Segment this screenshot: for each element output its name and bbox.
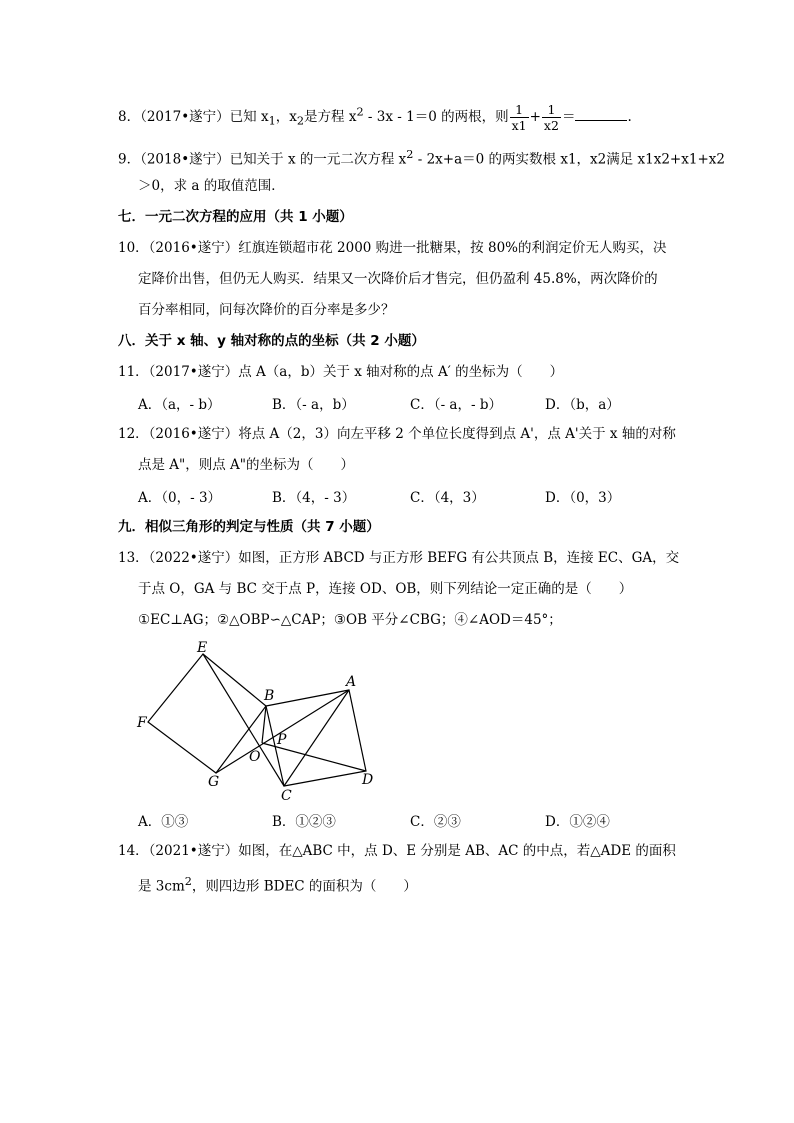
question-11-line1: 11．（2017•遂宁）点 A（a，b）关于 x 轴对称的点 A′ 的坐标为（ ） — [118, 364, 564, 380]
question-9-line2: ＞0，求 a 的取值范围． — [138, 178, 285, 194]
segment-ac — [284, 690, 349, 786]
question-12-line1: 12．（2016•遂宁）将点 A（2，3）向左平移 2 个单位长度得到点 A'，点 A'关于 x 轴的对称 — [118, 426, 676, 442]
label-a: A — [346, 674, 357, 690]
superscript: 2 — [406, 148, 414, 161]
question-source: （2018•遂宁） — [140, 151, 230, 168]
label-e: E — [197, 640, 208, 656]
label-c: C — [281, 788, 292, 804]
section-heading-9: 九．相似三角形的判定与性质（共 7 小题） — [118, 519, 380, 535]
segment-ec — [203, 654, 284, 786]
question-text: 是 3cm — [138, 878, 185, 895]
option-b[interactable]: B．（4，- 3） — [272, 490, 356, 506]
option-d[interactable]: D．（0，3） — [545, 490, 621, 506]
question-text: - 3x - 1＝0 的两根，则 — [363, 109, 509, 125]
question-text: 是方程 x — [304, 109, 357, 125]
plus-sign: + — [529, 109, 541, 125]
question-text: 已知 x — [229, 109, 269, 125]
question-14-line2 — [138, 872, 417, 897]
equals-sign: ＝ — [561, 109, 576, 125]
fraction-denominator: x2 — [543, 118, 559, 133]
option-b[interactable]: B．（- a，b） — [272, 397, 355, 413]
question-14-line1: 14．（2021•遂宁）如图，在△ABC 中，点 D、E 分别是 AB、AC 的中点，若△ADE 的面积 — [118, 843, 676, 859]
question-10-line3: 百分率相同，问每次降价的百分率是多少？ — [138, 302, 395, 318]
subscript: 2 — [296, 114, 305, 128]
question-13-line1: 13．（2022•遂宁）如图，正方形 ABCD 与正方形 BEFG 有公共顶点 B，连接 EC、GA，交 — [118, 550, 680, 566]
question-10-line1: 10．（2016•遂宁）红旗连锁超市花 2000 购进一批糖果，按 80%的利润定价无人购买，决 — [118, 240, 667, 256]
fraction-numerator: 1 — [510, 102, 529, 118]
option-a[interactable]: A．（a，- b） — [138, 397, 221, 413]
question-text: ，x — [275, 109, 297, 125]
option-c[interactable]: C．（- a，- b） — [410, 397, 502, 413]
option-c[interactable]: C．（4，3） — [410, 490, 485, 506]
question-text: 已知关于 x 的一元二次方程 x — [229, 151, 407, 168]
question-number: 8． — [118, 109, 141, 125]
label-f: F — [137, 715, 147, 731]
label-p: P — [277, 732, 287, 748]
superscript: 2 — [356, 105, 364, 119]
subscript: 1 — [268, 114, 276, 128]
question-text: - 2x+a＝0 的两实数根 x1，x2满足 x1x2+x1+x2 — [413, 151, 725, 168]
question-text: ，则四边形 BDEC 的面积为（ ） — [191, 878, 417, 895]
label-d: D — [362, 772, 374, 788]
question-number: 9． — [118, 151, 141, 168]
option-a[interactable]: A．（0，- 3） — [138, 490, 222, 506]
question-source: （2017•遂宁） — [140, 109, 230, 125]
figure-lines — [148, 654, 366, 786]
question-13-line2: 于点 O，GA 与 BC 交于点 P，连接 OD、OB，则下列结论一定正确的是（ ） — [138, 581, 633, 597]
label-g: G — [208, 774, 220, 790]
fraction-denominator: x1 — [511, 118, 527, 133]
superscript: 2 — [184, 875, 192, 888]
option-b[interactable]: B．①②③ — [272, 814, 336, 830]
section-heading-8: 八．关于 x 轴、y 轴对称的点的坐标（共 2 小题） — [118, 333, 425, 349]
question-text: . — [627, 109, 632, 125]
option-d[interactable]: D．（b，a） — [545, 397, 620, 413]
option-d[interactable]: D．①②④ — [545, 814, 610, 830]
fraction-numerator: 1 — [542, 102, 561, 118]
label-o: O — [249, 749, 261, 765]
option-c[interactable]: C．②③ — [410, 814, 461, 830]
label-b: B — [264, 688, 275, 704]
section-heading-7: 七．一元二次方程的应用（共 1 小题） — [118, 209, 353, 225]
question-12-line2: 点是 A"，则点 A"的坐标为（ ） — [138, 457, 354, 473]
question-10-line2: 定降价出售，但仍无人购买．结果又一次降价后才售完，但仍盈利 45.8%，两次降价的 — [138, 271, 658, 287]
question-13-line3: ①EC⊥AG；②△OBP∽△CAP；③OB 平分∠CBG；④∠AOD＝45°； — [138, 612, 562, 628]
option-a[interactable]: A．①③ — [138, 814, 189, 830]
